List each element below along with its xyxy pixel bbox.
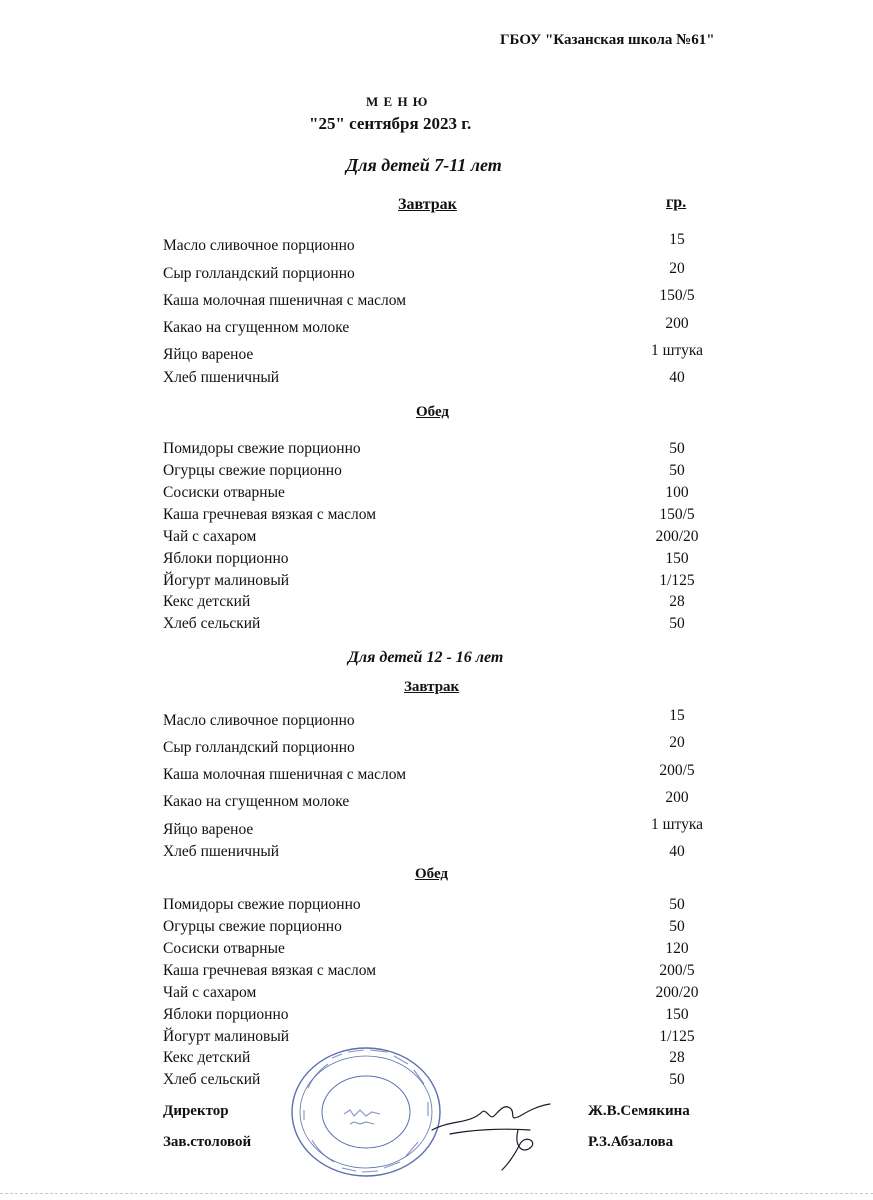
unit-label: гр. — [666, 194, 687, 211]
menu-item-name: Каша гречневая вязкая с маслом — [163, 506, 377, 523]
menu-item-name: Яйцо вареное — [163, 346, 254, 363]
menu-item-amount: 150 — [665, 550, 689, 567]
menu-item-name: Сыр голландский порционно — [163, 265, 355, 282]
director-name: Ж.В.Семякина — [588, 1103, 690, 1119]
menu-item-amount: 1/125 — [659, 1028, 695, 1045]
age-label-7-11: Для детей 7-11 лет — [346, 155, 502, 175]
menu-item-amount: 50 — [669, 462, 685, 479]
handwritten-signature — [430, 1090, 560, 1180]
menu-item-name: Хлеб пшеничный — [163, 369, 280, 386]
menu-item-name: Сосиски отварные — [163, 484, 285, 501]
menu-item-name: Хлеб пшеничный — [163, 843, 280, 860]
menu-item-amount: 200/20 — [655, 984, 699, 1001]
menu-item-amount: 120 — [665, 940, 689, 957]
menu-item-amount: 50 — [669, 440, 685, 457]
menu-item-amount: 1 штука — [650, 816, 704, 833]
menu-item-amount: 20 — [669, 260, 685, 277]
menu-item-name: Огурцы свежие порционно — [163, 918, 342, 935]
menu-item-name: Масло сливочное порционно — [163, 712, 355, 729]
breakfast-title-7-11: Завтрак — [398, 196, 457, 213]
menu-item-name: Каша молочная пшеничная с маслом — [163, 292, 407, 309]
menu-item-amount: 150 — [665, 1006, 689, 1023]
menu-item-amount: 200 — [665, 789, 689, 806]
menu-item-amount: 200 — [665, 315, 689, 332]
menu-item-amount: 15 — [669, 231, 685, 248]
lunch-title-7-11: Обед — [416, 404, 450, 420]
menu-item-name: Каша молочная пшеничная с маслом — [163, 766, 407, 783]
menu-title: М Е Н Ю — [366, 94, 429, 109]
menu-item-name: Кекс детский — [163, 1049, 251, 1066]
menu-item-amount: 28 — [669, 1049, 685, 1066]
menu-item-amount: 50 — [669, 918, 685, 935]
menu-item-name: Кекс детский — [163, 593, 251, 610]
menu-item-name: Яйцо вареное — [163, 821, 254, 838]
director-label: Директор — [163, 1103, 229, 1119]
menu-item-amount: 50 — [669, 615, 685, 632]
menu-item-name: Огурцы свежие порционно — [163, 462, 342, 479]
menu-item-amount: 40 — [669, 843, 685, 860]
menu-item-name: Чай с сахаром — [163, 984, 257, 1001]
menu-item-name: Йогурт малиновый — [163, 572, 290, 589]
menu-item-amount: 1 штука — [650, 342, 704, 359]
menu-item-amount: 100 — [665, 484, 689, 501]
menu-item-name: Яблоки порционно — [163, 1006, 289, 1023]
menu-item-name: Сосиски отварные — [163, 940, 285, 957]
menu-item-name: Чай с сахаром — [163, 528, 257, 545]
menu-item-amount: 50 — [669, 896, 685, 913]
menu-item-name: Сыр голландский порционно — [163, 739, 355, 756]
menu-item-name: Помидоры свежие порционно — [163, 896, 361, 913]
menu-item-amount: 50 — [669, 1071, 685, 1088]
lunch-title-12-16: Обед — [415, 866, 449, 882]
menu-date: "25" сентября 2023 г. — [309, 114, 472, 133]
menu-item-amount: 40 — [669, 369, 685, 386]
menu-item-amount: 150/5 — [659, 506, 695, 523]
breakfast-title-12-16: Завтрак — [404, 679, 460, 695]
menu-item-amount: 200/5 — [659, 762, 695, 779]
menu-item-name: Какао на сгущенном молоке — [163, 319, 350, 336]
menu-item-amount: 200/5 — [659, 962, 695, 979]
menu-item-name: Хлеб сельский — [163, 615, 261, 632]
menu-item-amount: 15 — [669, 707, 685, 724]
menu-item-amount: 150/5 — [659, 287, 695, 304]
school-name: ГБОУ "Казанская школа №61" — [500, 32, 715, 48]
menu-item-amount: 1/125 — [659, 572, 695, 589]
page-edge-line — [0, 1193, 873, 1195]
menu-item-name: Йогурт малиновый — [163, 1028, 290, 1045]
menu-item-name: Каша гречневая вязкая с маслом — [163, 962, 377, 979]
canteen-head-name: Р.З.Абзалова — [588, 1134, 674, 1150]
canteen-head-label: Зав.столовой — [163, 1134, 252, 1150]
menu-item-name: Какао на сгущенном молоке — [163, 793, 350, 810]
official-stamp — [286, 1040, 446, 1180]
menu-item-name: Яблоки порционно — [163, 550, 289, 567]
menu-item-name: Помидоры свежие порционно — [163, 440, 361, 457]
menu-item-amount: 200/20 — [655, 528, 699, 545]
menu-item-amount: 20 — [669, 734, 685, 751]
menu-item-amount: 28 — [669, 593, 685, 610]
menu-item-name: Масло сливочное порционно — [163, 237, 355, 254]
age-label-12-16: Для детей 12 - 16 лет — [348, 649, 504, 666]
menu-item-name: Хлеб сельский — [163, 1071, 261, 1088]
